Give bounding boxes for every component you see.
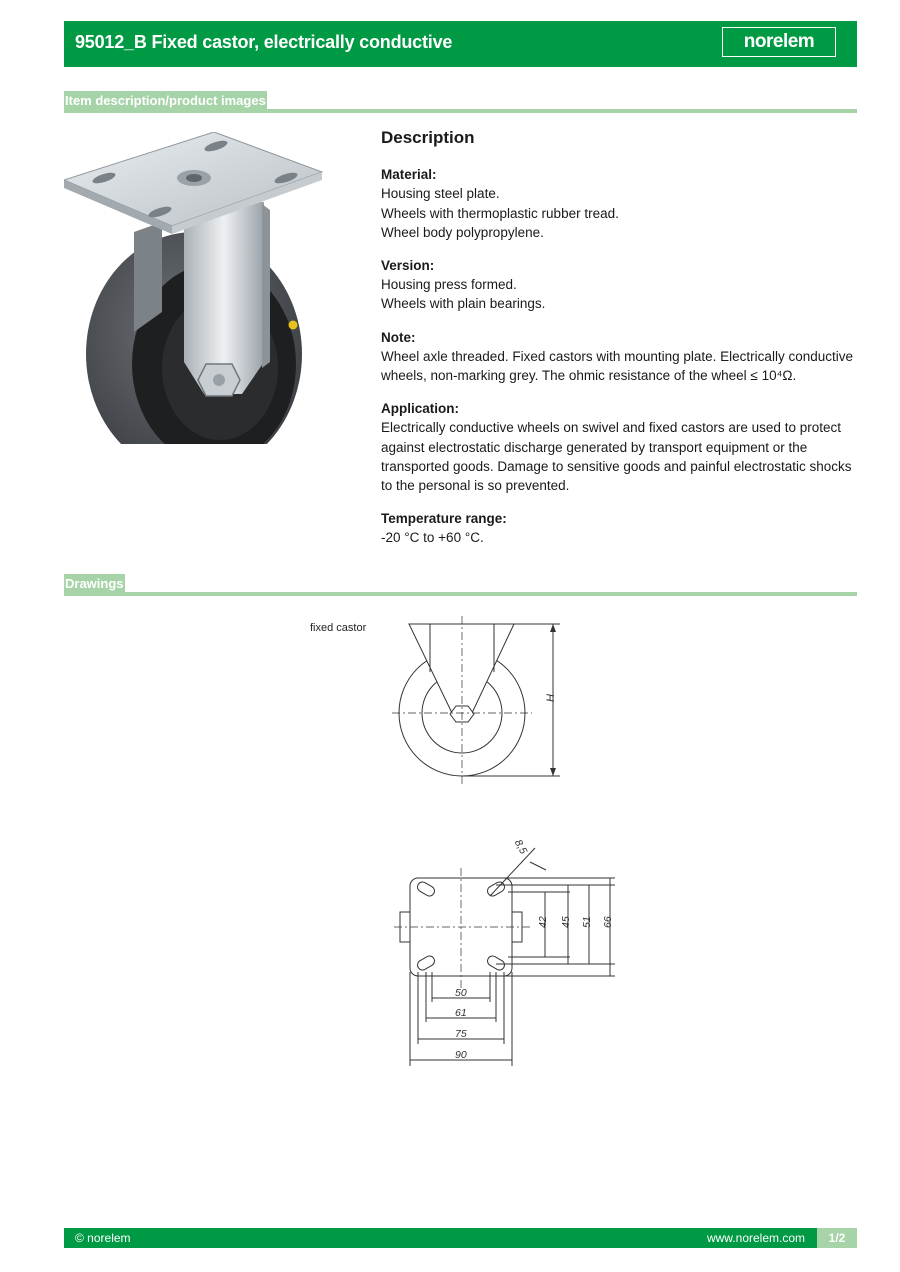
dimension-label: 61 [455, 1007, 467, 1019]
dimension-label: 90 [455, 1049, 467, 1061]
footer-copyright: © norelem [75, 1231, 131, 1245]
norelem-logo [722, 27, 836, 57]
castor-front-view-drawing [390, 612, 570, 787]
section-title-drawings: Drawings [65, 576, 124, 591]
page-title: 95012_B Fixed castor, electrically conductive [75, 32, 453, 52]
logo-text: norelem [743, 31, 815, 52]
section-divider [64, 592, 857, 596]
material-line: Wheel body polypropylene. [381, 224, 544, 240]
version-line: Wheels with plain bearings. [381, 296, 546, 312]
dimension-label: 42 [537, 916, 549, 928]
temperature-label: Temperature range: [381, 511, 507, 527]
dimension-hole-label: 8,5 [511, 837, 530, 857]
dimension-label: 75 [455, 1028, 467, 1040]
page-footer [64, 1228, 857, 1248]
version-block [381, 256, 861, 314]
note-block [381, 328, 861, 386]
material-label: Material: [381, 167, 437, 183]
application-text: Electrically conductive wheels on swivel and fixed castors are used to protect against electrostatic discharge generated by transport equipment or the transported goods. Damage to sensitive goods and painful electrostatic shocks to the personal is so prevented. [381, 420, 852, 494]
dimension-label: 51 [581, 916, 593, 928]
page-header [64, 21, 857, 67]
section-title-item-description: Item description/product images [65, 93, 266, 108]
note-label: Note: [381, 329, 416, 345]
mounting-plate-drawing [390, 822, 620, 1072]
version-label: Version: [381, 258, 435, 274]
description-block [381, 128, 861, 562]
temperature-block [381, 509, 861, 547]
page-number: 1/2 [817, 1228, 857, 1248]
footer-url-link[interactable]: www.norelem.com [706, 1231, 805, 1245]
drawing-caption: fixed castor [310, 622, 367, 634]
application-block [381, 399, 861, 495]
material-line: Housing steel plate. [381, 186, 500, 202]
dimension-label: 45 [560, 916, 572, 928]
version-line: Housing press formed. [381, 277, 517, 293]
product-image [64, 132, 324, 444]
note-text: Wheel axle threaded. Fixed castors with mounting plate. Electrically conductive wheels, non-marking grey. The ohmic resistance of the wheel ≤ 10⁴Ω. [381, 348, 853, 384]
material-block [381, 165, 861, 242]
application-label: Application: [381, 401, 459, 417]
dimension-label: 66 [602, 916, 614, 928]
temperature-text: -20 °C to +60 °C. [381, 530, 484, 546]
dimension-h-label: H [545, 694, 557, 702]
description-heading: Description [381, 128, 475, 147]
material-line: Wheels with thermoplastic rubber tread. [381, 205, 619, 221]
dimension-label: 50 [455, 987, 467, 999]
